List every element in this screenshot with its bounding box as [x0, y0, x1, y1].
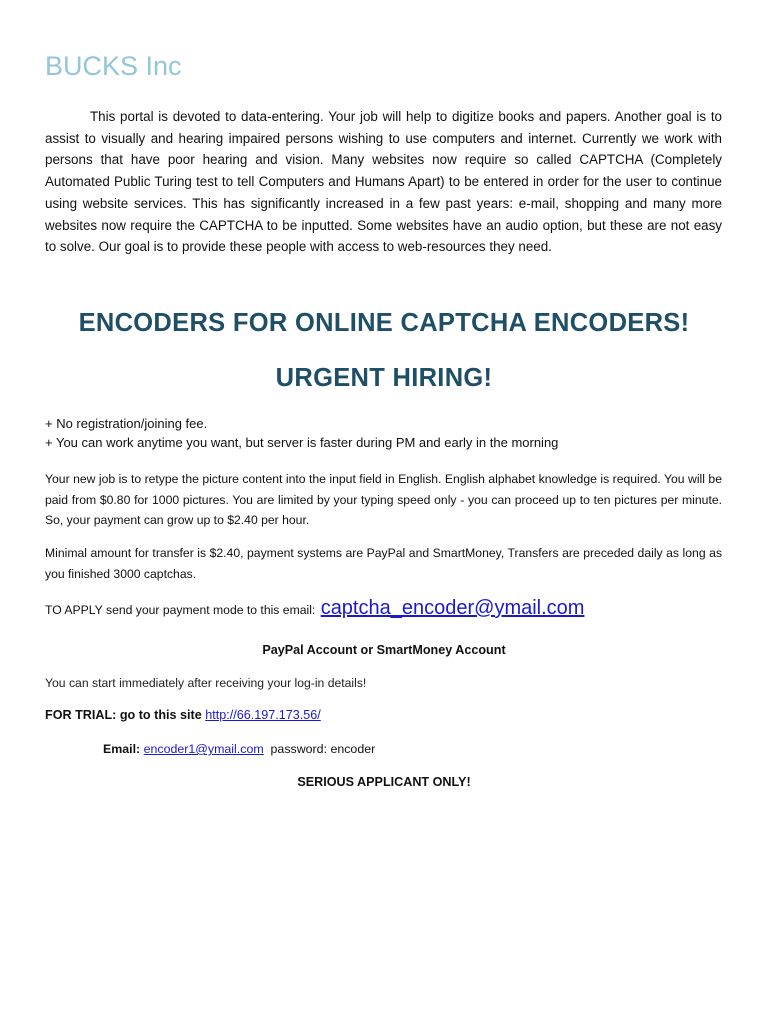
- trial-label: FOR TRIAL: go to this site: [45, 708, 206, 722]
- apply-label: TO APPLY send your payment mode to this email:: [45, 603, 319, 617]
- intro-paragraph: This portal is devoted to data-entering. Your job will help to digitize books and papers. Another goal is to assist to visually and hearing impaired persons wishing to use computers and internet. Currently we work with persons that have poor hearing and vision. Many websites now require so called CAPTCHA (Completely Automated Public Turing test to tell Computers and Humans Apart) to be entered in order for the user to continue using website services. This has significantly increased in a few past years: e-mail, shopping and many more websites now require the CAPTCHA to be inputted. Some websites have an audio option, but these are not easy to solve. Our goal is to provide these people with access to web-resources they need.: [45, 109, 722, 255]
- list-item: + You can work anytime you want, but server is faster during PM and early in the morning: [45, 435, 559, 450]
- trial-url-link[interactable]: http://66.197.173.56/: [205, 708, 321, 722]
- apply-line: [45, 597, 735, 620]
- password-text: password: encoder: [263, 742, 376, 756]
- benefits-list: [45, 414, 725, 452]
- urgent-headline: URGENT HIRING!: [275, 364, 493, 392]
- credentials-line: [103, 742, 375, 756]
- apply-email-link[interactable]: captcha_encoder@ymail.com: [320, 597, 585, 619]
- email-label: Email:: [103, 742, 144, 756]
- credential-email-link[interactable]: encoder1@ymail.com: [143, 742, 264, 756]
- start-note: You can start immediately after receiving your log-in details!: [45, 676, 367, 690]
- accounts-text: PayPal Account or SmartMoney Account: [262, 643, 506, 657]
- trial-line: [45, 708, 321, 722]
- list-item: + No registration/joining fee.: [45, 416, 208, 431]
- job-description: Your new job is to retype the picture content into the input field in English. English alphabet knowledge is required. You will be paid from $0.80 for 1000 pictures. You are limited by your typing speed only - you can proceed up to ten pictures per minute. So, your payment can grow up to $2.40 per hour.: [45, 472, 722, 527]
- company-title: BUCKS Inc: [45, 51, 182, 81]
- transfer-info: Minimal amount for transfer is $2.40, payment systems are PayPal and SmartMoney, Transfers are preceded daily as long as you finished 3000 captchas.: [45, 546, 722, 581]
- main-headline: ENCODERS FOR ONLINE CAPTCHA ENCODERS!: [78, 309, 690, 337]
- serious-notice: SERIOUS APPLICANT ONLY!: [297, 775, 471, 789]
